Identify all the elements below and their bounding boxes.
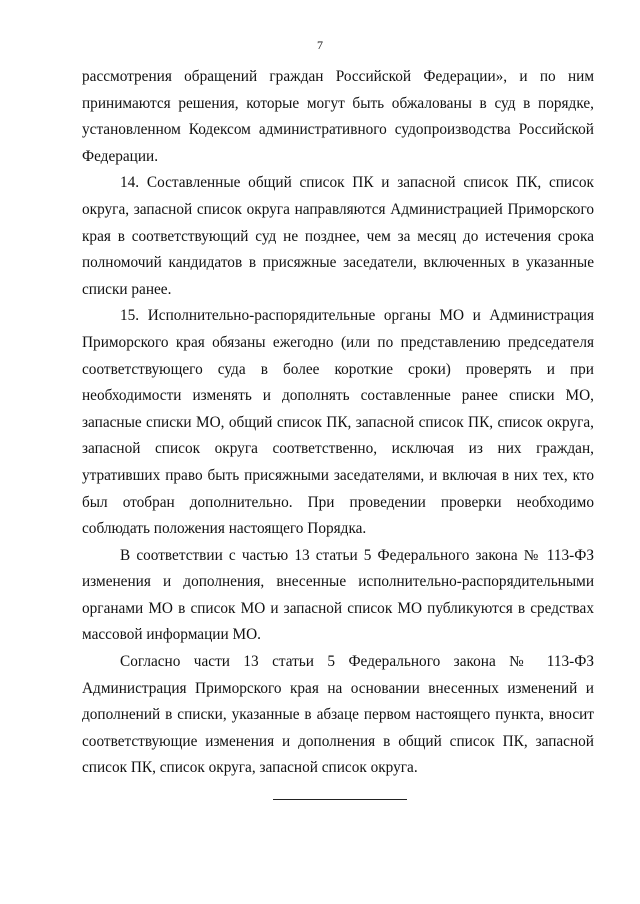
paragraph-item-15: 15. Исполнительно-распорядительные органы МО и Администрация Приморского края обязаны ежегодно (или по представлению председателя соответствующего суда в более короткие сроки) проверять и при необходимости изменять и дополнять составленные ранее списки МО, запасные списки МО, общий список ПК, запасной список ПК, список округа, запасной список округа соответственно, исключая из них граждан, утративших право быть присяжными заседателями, и включая в них тех, кто был отобран дополнительно. При проведении проверки необходимо соблюдать положения настоящего Порядка. bbox=[82, 307, 594, 538]
page-number: 7 bbox=[317, 38, 323, 52]
paragraph-administration-changes: Согласно части 13 статьи 5 Федерального закона № 113-ФЗ Администрация Приморского края на основании внесенных изменений и дополнений в списки, указанные в абзаце первом настоящего пункта, вносит соответствующие изменения и дополнения в общий список ПК, запасной список ПК, список округа, запасной список округа. bbox=[82, 653, 594, 777]
paragraph-publication: В соответствии с частью 13 статьи 5 Федерального закона № 113-ФЗ изменения и дополнения, внесенные исполнительно-распорядительными органами МО в список МО и запасной список МО публикуются в средствах массовой информации МО. bbox=[82, 546, 594, 644]
paragraph-continuation: рассмотрения обращений граждан Российской Федерации», и по ним принимаются решения, которые могут быть обжалованы в суд в порядке, установленном Кодексом административного судопроизводства Российской Федерации. bbox=[82, 68, 594, 165]
paragraph-item-14: 14. Составленные общий список ПК и запасной список ПК, список округа, запасной список округа направляются Администрацией Приморского края в соответствующий суд не позднее, чем за месяц до истечения срока полномочий кандидатов в присяжные заседатели, включенных в указанные списки ранее. bbox=[82, 174, 594, 298]
document-body bbox=[82, 64, 594, 782]
closing-separator-line bbox=[273, 799, 407, 800]
